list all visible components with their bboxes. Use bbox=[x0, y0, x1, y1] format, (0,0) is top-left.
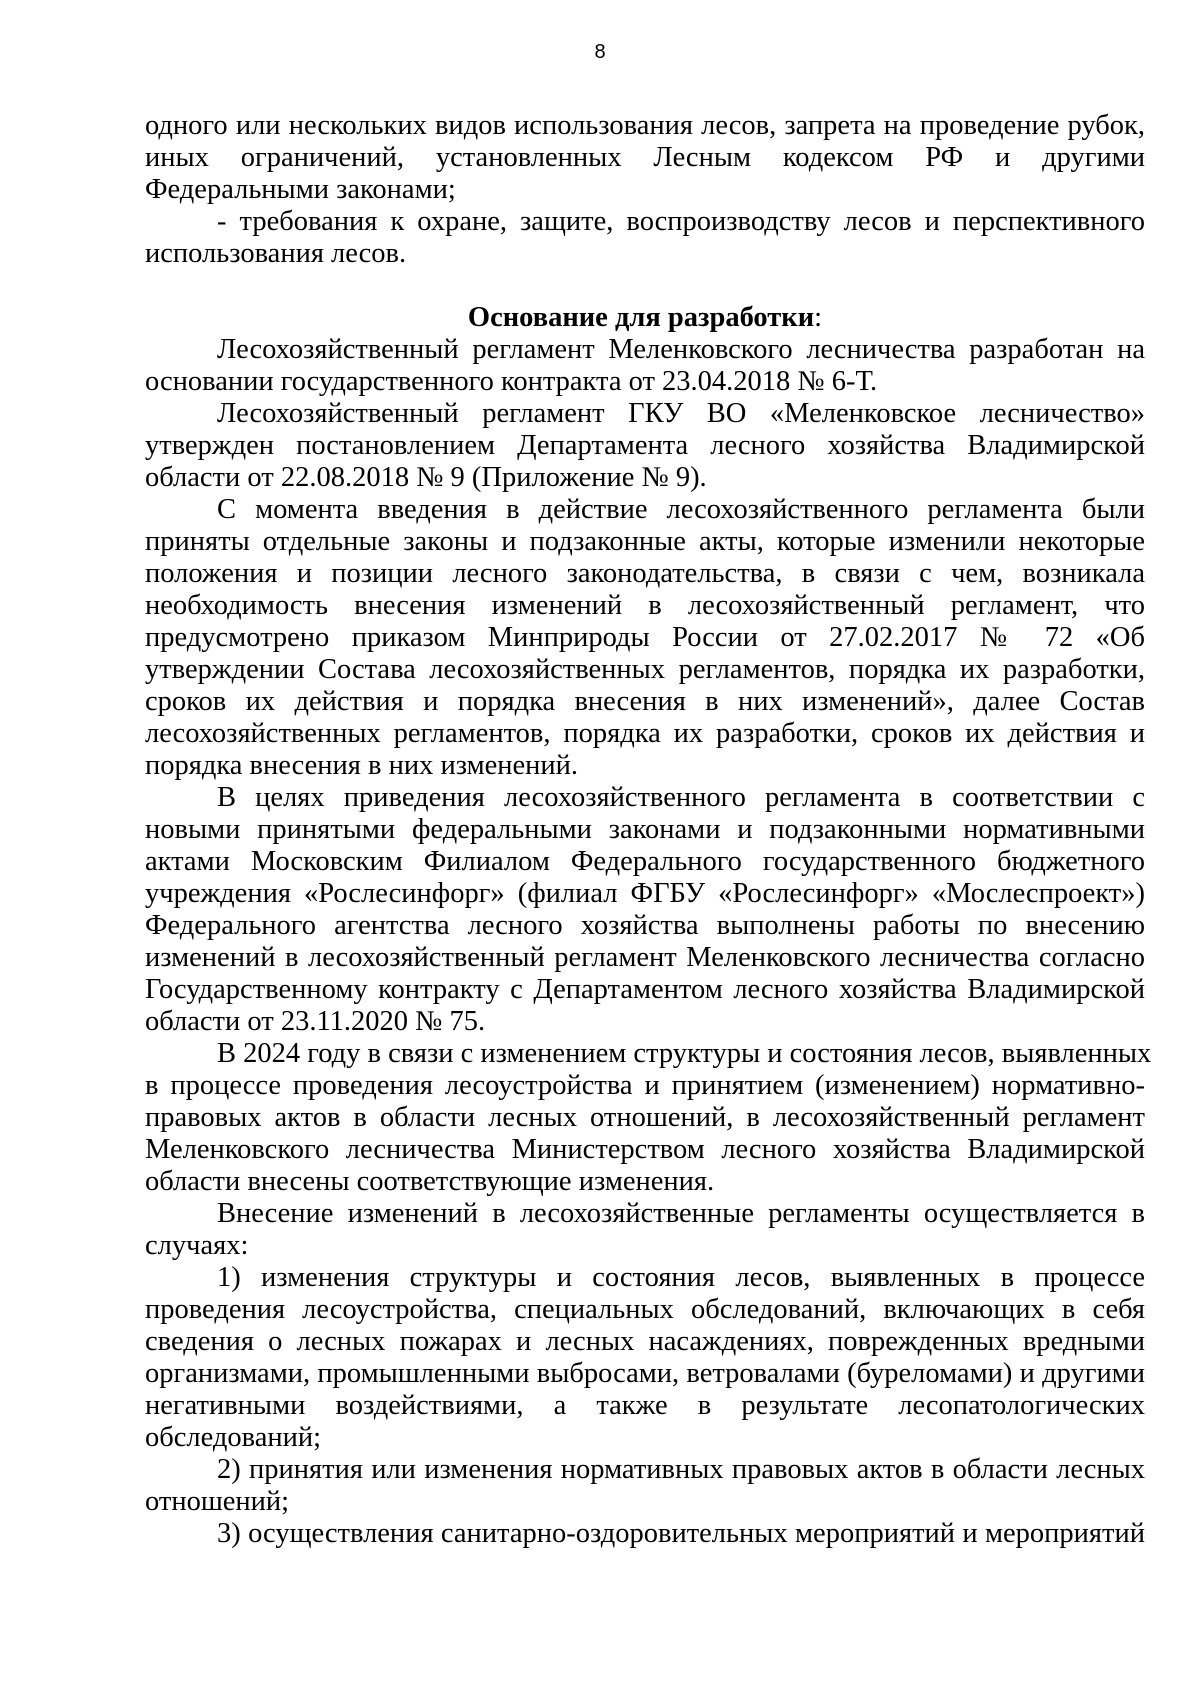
paragraph bbox=[145, 1518, 1145, 1550]
text-line: в процессе проведения лесоустройства и принятием (изменением) нормативно- bbox=[145, 1070, 1145, 1101]
text-line: Федеральными законами; bbox=[145, 174, 456, 205]
text-line: Федерального агентства лесного хозяйства выполнены работы по внесению bbox=[145, 910, 1145, 941]
text-line: Государственному контракту с Департаментом лесного хозяйства Владимирской bbox=[145, 974, 1145, 1005]
text-line: Внесение изменений в лесохозяйственные регламенты осуществляется в bbox=[217, 1198, 1145, 1229]
section-heading-text: Основание для разработки bbox=[467, 302, 815, 333]
paragraph bbox=[145, 1454, 1145, 1518]
text-line: случаях: bbox=[145, 1230, 249, 1261]
text-line: обследований; bbox=[145, 1422, 322, 1453]
paragraph bbox=[145, 110, 1145, 206]
text-line: новыми принятыми федеральными законами и подзаконными нормативными bbox=[145, 814, 1145, 845]
text-line: использования лесов. bbox=[145, 238, 407, 269]
text-line: 3) осуществления санитарно-оздоровительных мероприятий и мероприятий bbox=[217, 1518, 1145, 1549]
text-line: С момента введения в действие лесохозяйственного регламента были bbox=[217, 494, 1145, 525]
text-line: приняты отдельные законы и подзаконные акты, которые изменили некоторые bbox=[145, 526, 1145, 557]
text-line: утвержден постановлением Департамента лесного хозяйства Владимирской bbox=[145, 430, 1145, 461]
paragraph bbox=[145, 1198, 1145, 1262]
text-line: отношений; bbox=[145, 1486, 290, 1517]
text-line: основании государственного контракта от 23.04.2018 № 6-Т. bbox=[145, 366, 878, 397]
text-line: правовых актов в области лесных отношений, в лесохозяйственный регламент bbox=[145, 1102, 1145, 1133]
section-heading bbox=[145, 302, 1145, 334]
text-line: лесохозяйственных регламентов, порядка их разработки, сроков их действия и bbox=[145, 718, 1145, 749]
document-body bbox=[145, 110, 1152, 1550]
text-line: сведения о лесных пожарах и лесных насаждениях, поврежденных вредными bbox=[145, 1326, 1145, 1357]
paragraph bbox=[145, 782, 1145, 1038]
text-line: сроков их действия и порядка внесения в них изменений», далее Состав bbox=[145, 686, 1145, 717]
paragraph bbox=[145, 398, 1145, 494]
text-line: утверждении Состава лесохозяйственных регламентов, порядка их разработки, bbox=[145, 654, 1145, 685]
text-line: В целях приведения лесохозяйственного регламента в соответствии с bbox=[217, 782, 1145, 813]
paragraph bbox=[145, 334, 1145, 398]
text-line: области от 22.08.2018 № 9 (Приложение № 9). bbox=[145, 462, 707, 493]
text-line: - требования к охране, защите, воспроизводству лесов и перспективного bbox=[217, 206, 1145, 237]
text-line: негативными воздействиями, а также в результате лесопатологических bbox=[145, 1390, 1145, 1421]
paragraph bbox=[145, 1262, 1145, 1454]
text-line: области от 23.11.2020 № 75. bbox=[145, 1006, 486, 1037]
text-line: проведения лесоустройства, специальных обследований, включающих в себя bbox=[145, 1294, 1145, 1325]
section-heading-colon: : bbox=[814, 302, 823, 333]
text-line: необходимость внесения изменений в лесохозяйственный регламент, что bbox=[145, 590, 1145, 621]
text-line: организмами, промышленными выбросами, ветровалами (буреломами) и другими bbox=[145, 1358, 1145, 1389]
blank-line bbox=[145, 270, 1145, 302]
text-line: области внесены соответствующие изменения. bbox=[145, 1166, 715, 1197]
text-line: Лесохозяйственный регламент Меленковского лесничества разработан на bbox=[217, 334, 1145, 365]
text-line: актами Московским Филиалом Федерального государственного бюджетного bbox=[145, 846, 1145, 877]
page-number: 8 bbox=[594, 41, 606, 63]
text-line: изменений в лесохозяйственный регламент Меленковского лесничества согласно bbox=[145, 942, 1145, 973]
paragraph bbox=[145, 1038, 1152, 1198]
text-line: порядка внесения в них изменений. bbox=[145, 750, 579, 781]
text-line: Лесохозяйственный регламент ГКУ ВО «Меленковское лесничество» bbox=[217, 398, 1145, 429]
text-line: иных ограничений, установленных Лесным кодексом РФ и другими bbox=[145, 142, 1145, 173]
text-line: В 2024 году в связи с изменением структуры и состояния лесов, выявленных bbox=[217, 1038, 1152, 1069]
text-line: Меленковского лесничества Министерством лесного хозяйства Владимирской bbox=[145, 1134, 1145, 1165]
text-line: положения и позиции лесного законодательства, в связи с чем, возникала bbox=[145, 558, 1145, 589]
paragraph bbox=[145, 206, 1145, 270]
text-line: 2) принятия или изменения нормативных правовых актов в области лесных bbox=[217, 1454, 1145, 1485]
text-line: предусмотрено приказом Минприроды России от 27.02.2017 № 72 «Об bbox=[145, 622, 1145, 653]
paragraph bbox=[145, 494, 1145, 782]
text-line: одного или нескольких видов использования лесов, запрета на проведение рубок, bbox=[145, 110, 1145, 141]
text-line: 1) изменения структуры и состояния лесов, выявленных в процессе bbox=[217, 1262, 1145, 1293]
text-line: учреждения «Рослесинфорг» (филиал ФГБУ «Рослесинфорг» «Мослеспроект») bbox=[145, 878, 1145, 909]
